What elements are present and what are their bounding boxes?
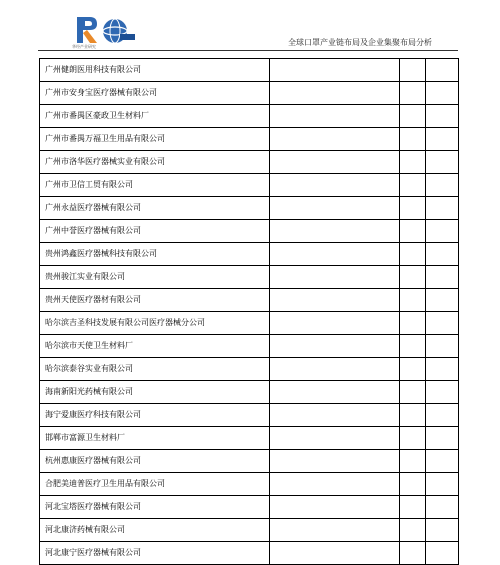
empty-cell: [400, 243, 426, 266]
empty-cell: [270, 335, 400, 358]
empty-cell: [426, 174, 459, 197]
empty-cell: [270, 427, 400, 450]
empty-cell: [270, 197, 400, 220]
empty-cell: [426, 404, 459, 427]
table-row: [40, 197, 459, 220]
empty-cell: [426, 266, 459, 289]
empty-cell: [400, 496, 426, 519]
empty-cell: [426, 473, 459, 496]
empty-cell: [270, 542, 400, 565]
empty-cell: [400, 289, 426, 312]
empty-cell: [270, 174, 400, 197]
empty-cell: [400, 151, 426, 174]
empty-cell: [400, 220, 426, 243]
company-name-cell: 贵州鸿鑫医疗器械科技有限公司: [40, 243, 270, 266]
empty-cell: [270, 243, 400, 266]
empty-cell: [426, 381, 459, 404]
empty-cell: [400, 312, 426, 335]
table-row: [40, 59, 459, 82]
empty-cell: [400, 473, 426, 496]
table-row: [40, 358, 459, 381]
table-row: [40, 312, 459, 335]
empty-cell: [270, 496, 400, 519]
empty-cell: [426, 427, 459, 450]
table-row: [40, 266, 459, 289]
company-name-cell: 广州市安身宝医疗器械有限公司: [40, 82, 270, 105]
empty-cell: [400, 381, 426, 404]
company-name-cell: 广州市洛华医疗器械实业有限公司: [40, 151, 270, 174]
table-row: [40, 82, 459, 105]
empty-cell: [270, 266, 400, 289]
table-row: [40, 450, 459, 473]
empty-cell: [426, 128, 459, 151]
table-row: [40, 473, 459, 496]
company-name-cell: 河北康宁医疗器械有限公司: [40, 542, 270, 565]
empty-cell: [270, 404, 400, 427]
company-name-cell: 广州健朗医用科技有限公司: [40, 59, 270, 82]
empty-cell: [400, 404, 426, 427]
table-row: [40, 496, 459, 519]
empty-cell: [270, 220, 400, 243]
empty-cell: [400, 542, 426, 565]
table-row: [40, 404, 459, 427]
empty-cell: [426, 289, 459, 312]
table-row: [40, 220, 459, 243]
company-name-cell: 贵州骏江实业有限公司: [40, 266, 270, 289]
table-row: [40, 174, 459, 197]
empty-cell: [400, 358, 426, 381]
company-name-cell: 海南新阳光药械有限公司: [40, 381, 270, 404]
company-name-cell: 广州市番禺区豪政卫生材料厂: [40, 105, 270, 128]
company-name-cell: 贵州天使医疗器材有限公司: [40, 289, 270, 312]
empty-cell: [400, 450, 426, 473]
empty-cell: [270, 289, 400, 312]
empty-cell: [270, 151, 400, 174]
company-name-cell: 广州市番禺万福卫生用品有限公司: [40, 128, 270, 151]
empty-cell: [270, 128, 400, 151]
empty-cell: [400, 197, 426, 220]
company-name-cell: 哈尔滨市天使卫生材料厂: [40, 335, 270, 358]
globe-logo-icon: [100, 18, 136, 44]
empty-cell: [426, 59, 459, 82]
table-row: [40, 128, 459, 151]
empty-cell: [400, 105, 426, 128]
empty-cell: [270, 473, 400, 496]
logo-caption: 华经产业研究: [72, 44, 96, 49]
empty-cell: [270, 358, 400, 381]
company-name-cell: 广州市卫信工贸有限公司: [40, 174, 270, 197]
empty-cell: [400, 59, 426, 82]
company-name-cell: 邯郸市富源卫生材料厂: [40, 427, 270, 450]
table-row: [40, 427, 459, 450]
company-name-cell: 河北宝塔医疗器械有限公司: [40, 496, 270, 519]
company-table: [39, 58, 459, 565]
company-name-cell: 海宁爱康医疗科技有限公司: [40, 404, 270, 427]
table-row: [40, 151, 459, 174]
table-row: [40, 381, 459, 404]
company-name-cell: 哈尔滨泰谷实业有限公司: [40, 358, 270, 381]
company-name-cell: 广州永益医疗器械有限公司: [40, 197, 270, 220]
empty-cell: [400, 82, 426, 105]
empty-cell: [270, 312, 400, 335]
company-name-cell: 河北康济药械有限公司: [40, 519, 270, 542]
company-name-cell: 杭州惠康医疗器械有限公司: [40, 450, 270, 473]
empty-cell: [270, 59, 400, 82]
empty-cell: [270, 105, 400, 128]
table-row: [40, 335, 459, 358]
empty-cell: [426, 82, 459, 105]
empty-cell: [426, 450, 459, 473]
empty-cell: [426, 243, 459, 266]
empty-cell: [426, 105, 459, 128]
company-logo-icon: [76, 16, 98, 44]
empty-cell: [426, 312, 459, 335]
header-divider: [38, 50, 458, 51]
empty-cell: [270, 519, 400, 542]
company-name-cell: 哈尔滨吉圣科技发展有限公司医疗器械分公司: [40, 312, 270, 335]
empty-cell: [400, 427, 426, 450]
company-name-cell: 合肥美迪普医疗卫生用品有限公司: [40, 473, 270, 496]
table-row: [40, 519, 459, 542]
empty-cell: [426, 519, 459, 542]
empty-cell: [426, 496, 459, 519]
empty-cell: [270, 450, 400, 473]
empty-cell: [426, 197, 459, 220]
empty-cell: [400, 335, 426, 358]
empty-cell: [400, 128, 426, 151]
empty-cell: [426, 151, 459, 174]
empty-cell: [400, 174, 426, 197]
table-row: [40, 243, 459, 266]
empty-cell: [426, 335, 459, 358]
empty-cell: [400, 519, 426, 542]
empty-cell: [426, 220, 459, 243]
empty-cell: [400, 266, 426, 289]
empty-cell: [426, 358, 459, 381]
page-header: [0, 0, 500, 52]
empty-cell: [270, 82, 400, 105]
table-row: [40, 542, 459, 565]
empty-cell: [270, 381, 400, 404]
report-title: 全球口罩产业链布局及企业集聚布局分析: [288, 38, 432, 47]
empty-cell: [426, 542, 459, 565]
table-row: [40, 289, 459, 312]
table-row: [40, 105, 459, 128]
company-name-cell: 广州中誉医疗器械有限公司: [40, 220, 270, 243]
